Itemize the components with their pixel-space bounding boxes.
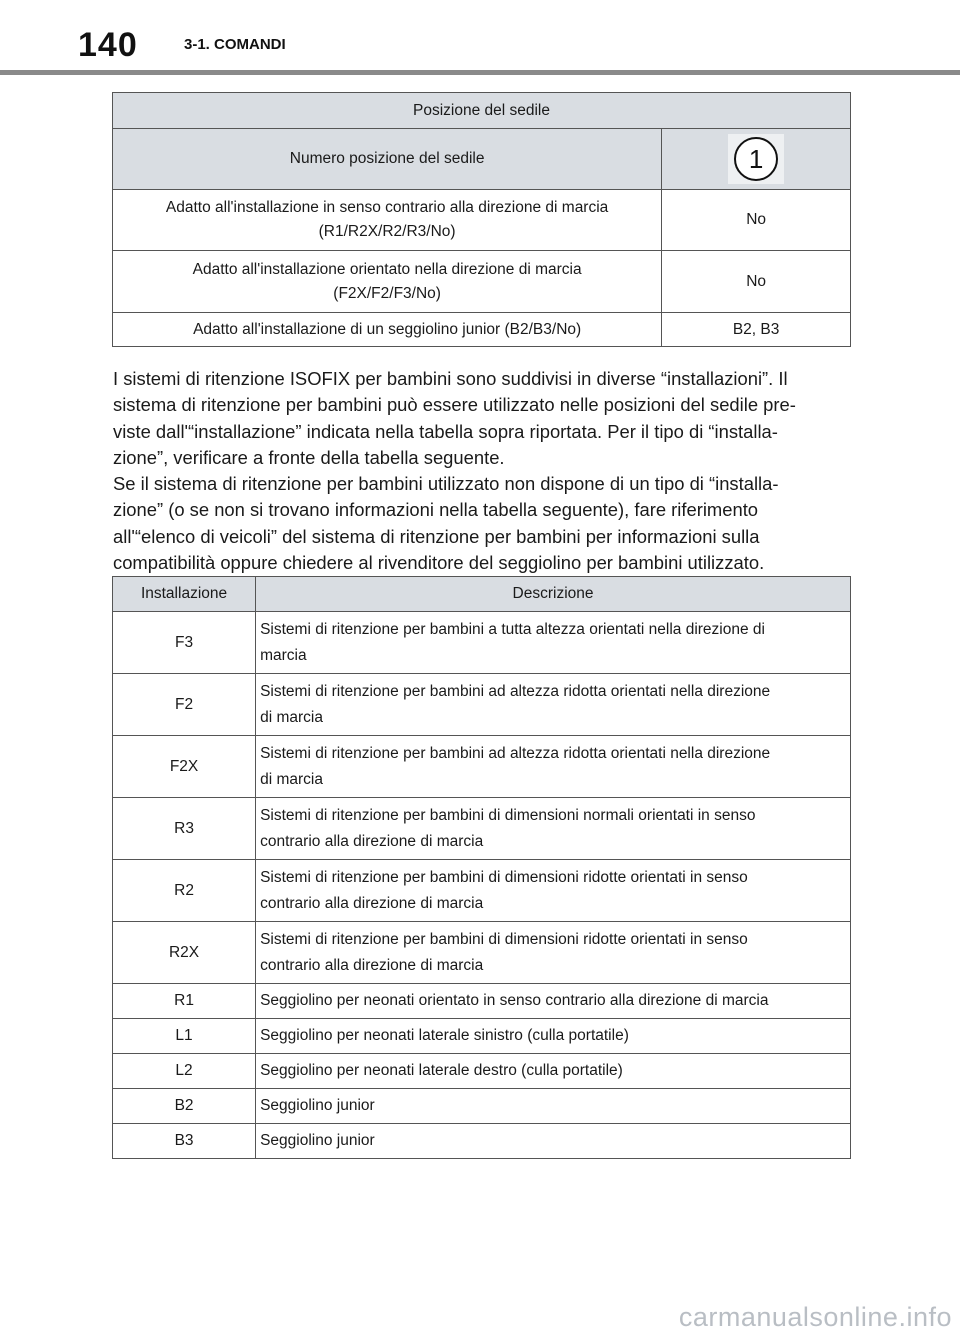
installation-description: Sistemi di ritenzione per bambini di dimensioni normali orientati in senso contrario alla direzione di marcia bbox=[256, 798, 851, 860]
installation-code: B3 bbox=[113, 1124, 256, 1159]
installation-description: Seggiolino per neonati laterale sinistro (culla portatile) bbox=[256, 1019, 851, 1054]
table-row bbox=[113, 1019, 851, 1054]
installation-description: Sistemi di ritenzione per bambini a tutta altezza orientati nella direzione di marcia bbox=[256, 612, 851, 674]
installation-code: R2X bbox=[113, 922, 256, 984]
installation-code: R1 bbox=[113, 984, 256, 1019]
row-label: Adatto all'installazione in senso contrario alla direzione di marcia (R1/R2X/R2/R3/No) bbox=[113, 190, 662, 251]
installation-description: Sistemi di ritenzione per bambini di dimensioni ridotte orientati in senso contrario alla direzione di marcia bbox=[256, 860, 851, 922]
table-row bbox=[113, 612, 851, 674]
installation-table bbox=[112, 576, 851, 1159]
installation-description: Sistemi di ritenzione per bambini ad altezza ridotta orientati nella direzione di marcia bbox=[256, 736, 851, 798]
column-header-description: Descrizione bbox=[256, 577, 851, 612]
seat-number-label: Numero posizione del sedile bbox=[113, 129, 662, 190]
table-row bbox=[113, 922, 851, 984]
installation-description: Sistemi di ritenzione per bambini ad altezza ridotta orientati nella direzione di marcia bbox=[256, 674, 851, 736]
body-text bbox=[113, 366, 853, 576]
seat-number-badge bbox=[728, 134, 784, 184]
installation-description: Seggiolino per neonati laterale destro (culla portatile) bbox=[256, 1054, 851, 1089]
table-row bbox=[113, 984, 851, 1019]
paragraph: I sistemi di ritenzione ISOFIX per bambini sono suddivisi in diverse “installazioni”. Il sistema di ritenzione per bambini può essere utilizzato nelle posizioni del sedile pre- viste dall'“installazione” indicata nella tabella sopra riportata. Per il tipo di “installa- zione”, verificare a fronte della tabella seguente. bbox=[113, 368, 796, 468]
installation-code: F2 bbox=[113, 674, 256, 736]
installation-code: R2 bbox=[113, 860, 256, 922]
page-number: 140 bbox=[78, 26, 138, 64]
table-row bbox=[113, 674, 851, 736]
installation-description: Sistemi di ritenzione per bambini di dimensioni ridotte orientati in senso contrario alla direzione di marcia bbox=[256, 922, 851, 984]
table-row bbox=[113, 860, 851, 922]
installation-code: L1 bbox=[113, 1019, 256, 1054]
row-value: No bbox=[662, 190, 851, 251]
column-header-installation: Installazione bbox=[113, 577, 256, 612]
installation-description: Seggiolino per neonati orientato in senso contrario alla direzione di marcia bbox=[256, 984, 851, 1019]
table-row bbox=[113, 1054, 851, 1089]
installation-code: L2 bbox=[113, 1054, 256, 1089]
table-row bbox=[113, 313, 851, 347]
page-header bbox=[0, 0, 960, 76]
table-row bbox=[113, 190, 851, 251]
installation-description: Seggiolino junior bbox=[256, 1089, 851, 1124]
seat-position-table bbox=[112, 92, 851, 347]
table-row bbox=[113, 251, 851, 313]
row-value: No bbox=[662, 251, 851, 313]
installation-description: Seggiolino junior bbox=[256, 1124, 851, 1159]
header-divider bbox=[0, 70, 960, 75]
installation-code: R3 bbox=[113, 798, 256, 860]
row-label: Adatto all'installazione orientato nella direzione di marcia (F2X/F2/F3/No) bbox=[113, 251, 662, 313]
seat-number: 1 bbox=[734, 137, 778, 181]
installation-code: F2X bbox=[113, 736, 256, 798]
paragraph: Se il sistema di ritenzione per bambini utilizzato non dispone di un tipo di “installa- zione” (o se non si trovano informazioni nella tabella seguente), fare riferimento all'“elenco di veicoli” del sistema di ritenzione per bambini per informazioni sulla compatibilità oppure chiedere al rivenditore del seggiolino per bambini utilizzato. bbox=[113, 473, 779, 574]
table-row bbox=[113, 798, 851, 860]
row-label: Adatto all'installazione di un seggiolino junior (B2/B3/No) bbox=[113, 313, 662, 347]
installation-code: B2 bbox=[113, 1089, 256, 1124]
installation-code: F3 bbox=[113, 612, 256, 674]
seat-number-cell bbox=[662, 129, 851, 190]
watermark: carmanualsonline.info bbox=[678, 1302, 952, 1332]
table-row bbox=[113, 1089, 851, 1124]
table-row bbox=[113, 736, 851, 798]
table-row bbox=[113, 1124, 851, 1159]
seat-table-title: Posizione del sedile bbox=[113, 93, 851, 129]
row-value: B2, B3 bbox=[662, 313, 851, 347]
section-title: 3-1. COMANDI bbox=[184, 36, 286, 53]
